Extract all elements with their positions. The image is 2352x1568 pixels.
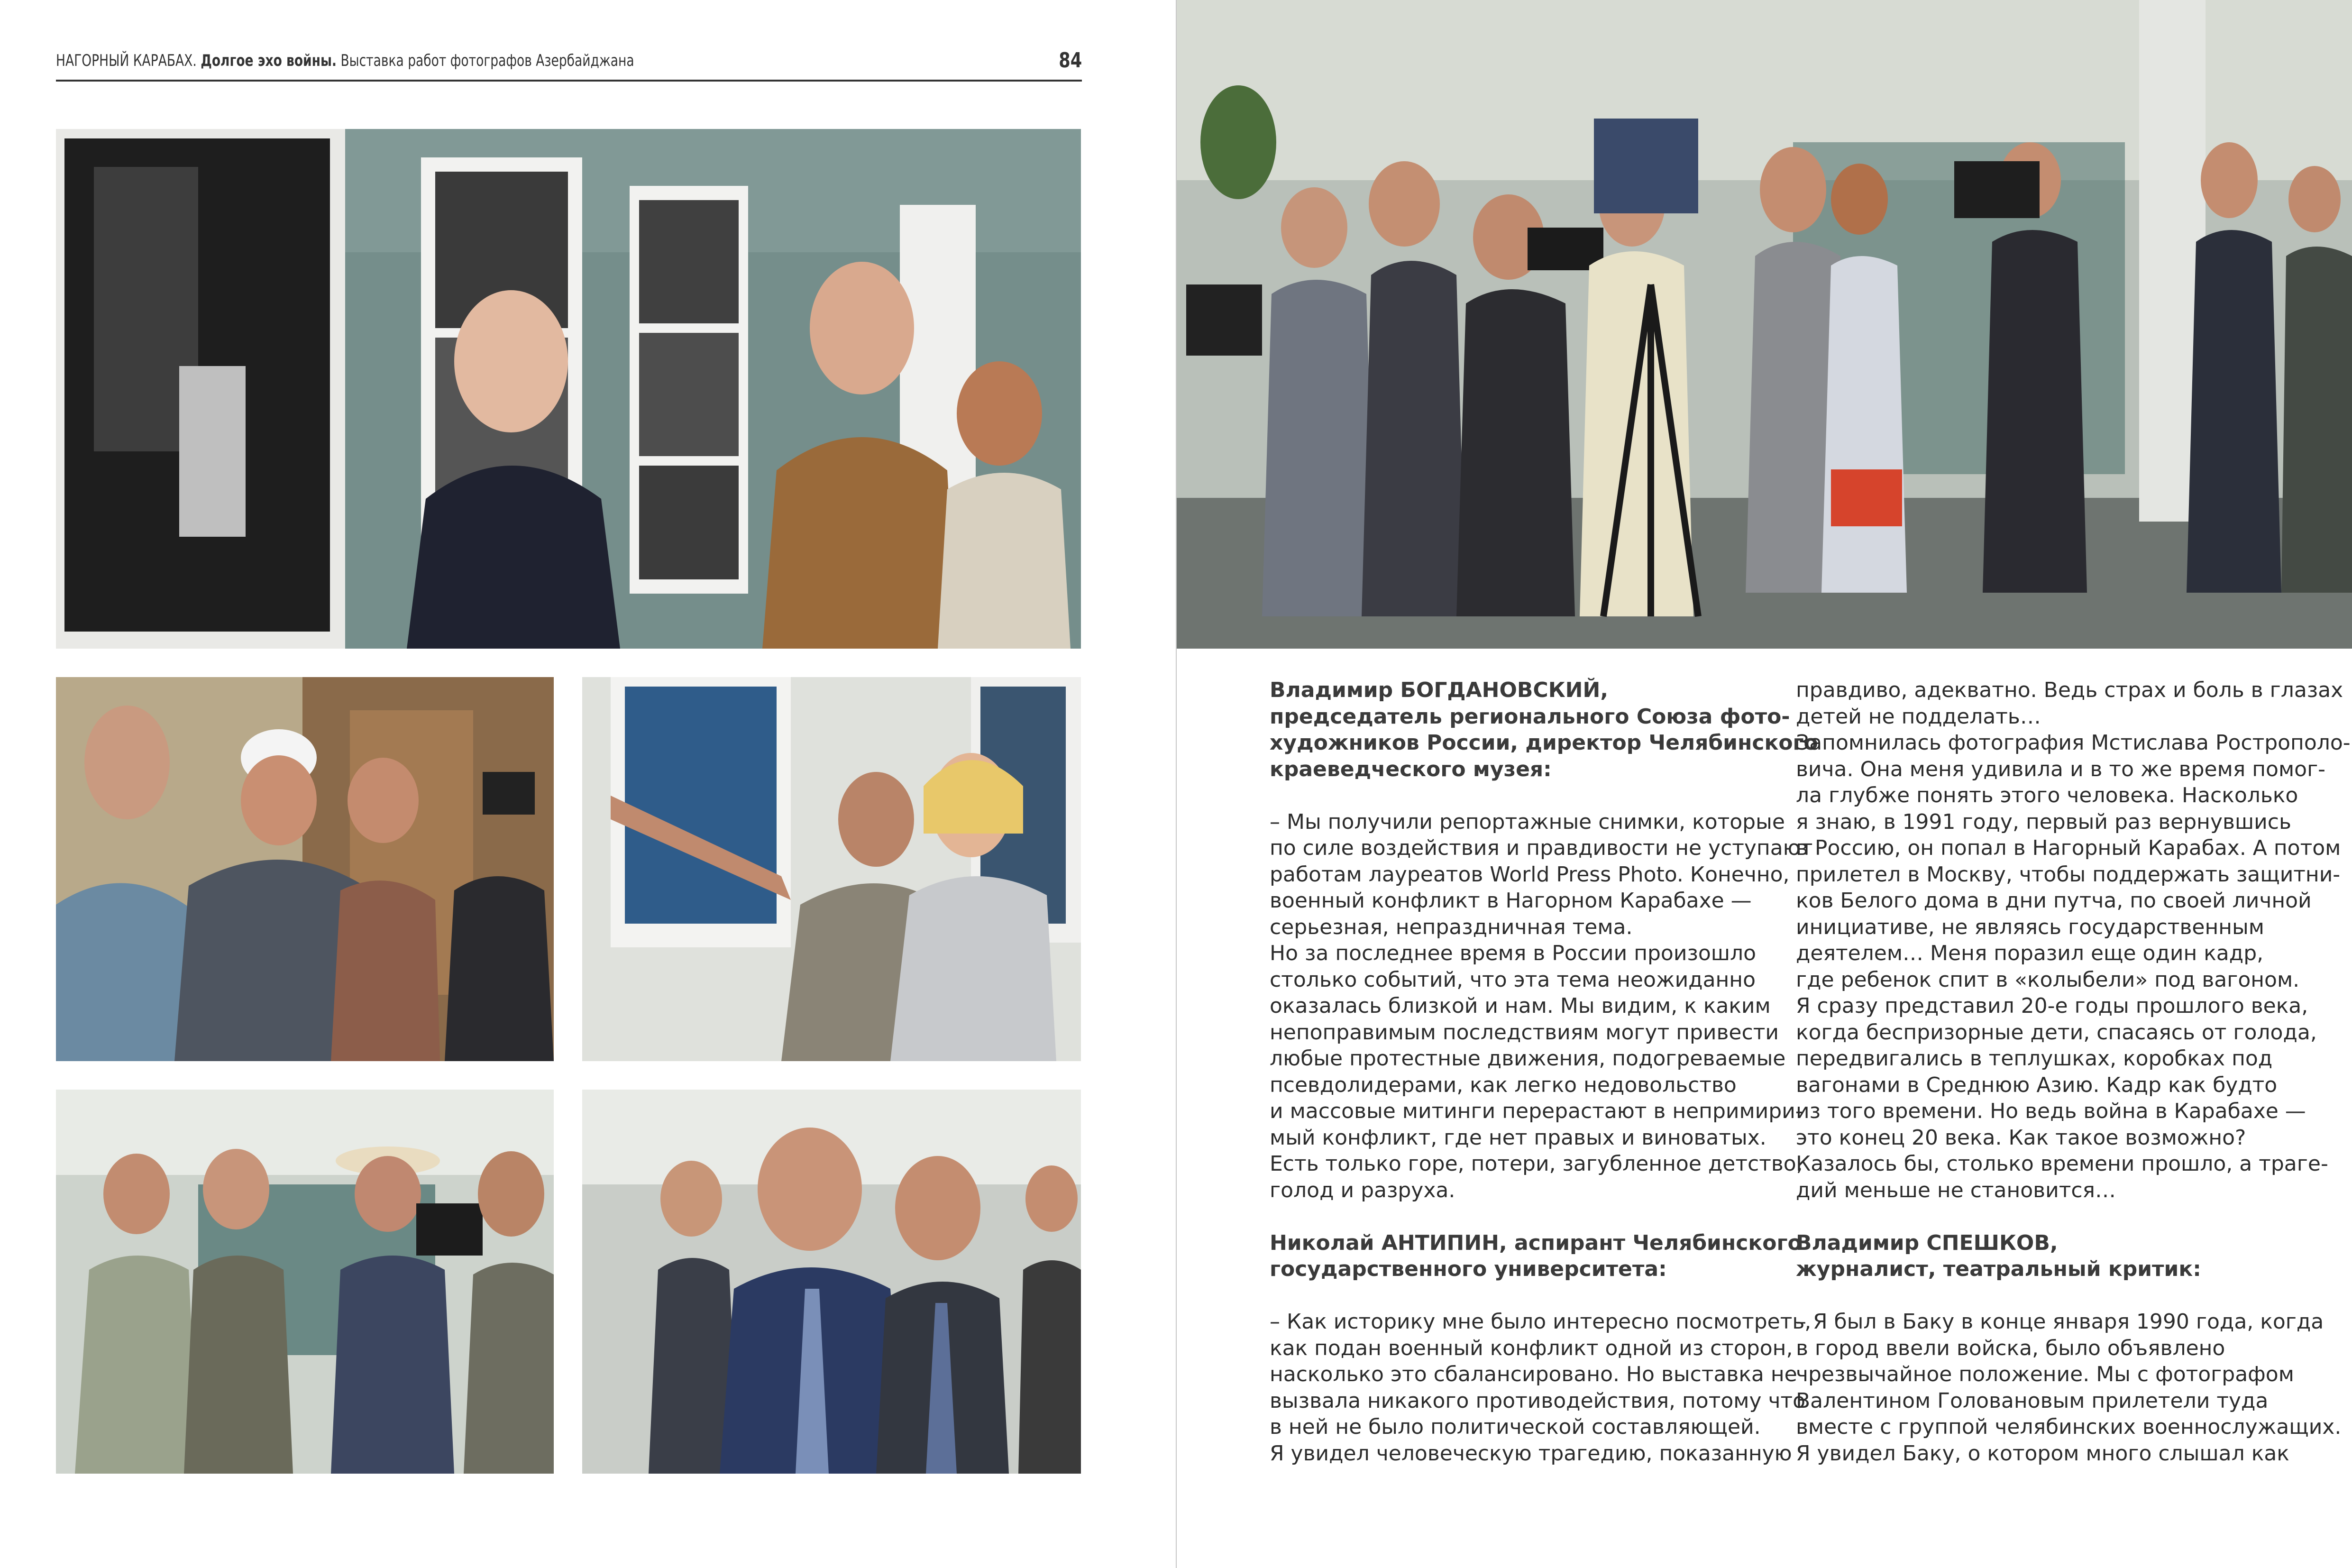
text-line: работам лауреатов World Press Photo. Конечно, <box>1270 862 1790 887</box>
text-line: я знаю, в 1991 году, первый раз вернувшись <box>1796 809 2291 834</box>
text-line: вместе с группой челябинских военнослужащих. <box>1796 1415 2342 1439</box>
photo-women-pointing <box>582 677 1081 1061</box>
text-line: непоправимым последствиям могут привести <box>1270 1020 1779 1045</box>
speaker3-heading <box>1796 1230 2298 1283</box>
text-line: голод и разруха. <box>1270 1178 1455 1202</box>
text-line: это конец 20 века. Как такое возможно? <box>1796 1125 2246 1150</box>
speaker2-heading <box>1270 1230 1802 1283</box>
speaker1-heading-line: председатель регионального Союза фото- <box>1270 704 1790 729</box>
page-number: 84 <box>1059 48 1082 73</box>
photo-men-in-suits <box>582 1090 1081 1474</box>
speaker3-heading-line: Владимир СПЕШКОВ, <box>1796 1230 2058 1255</box>
text-line: Запомнилась фотография Мстислава Рострополо- <box>1796 731 2351 755</box>
text-line: дий меньше не становится… <box>1796 1178 2116 1202</box>
running-head-part2: Долгое эхо войны. <box>201 51 337 70</box>
text-line: из того времени. Но ведь война в Карабахе — <box>1796 1099 2306 1123</box>
text-line: по силе воздействия и правдивости не уступают <box>1270 836 1813 860</box>
photo-man-white-cap <box>56 677 554 1061</box>
text-line: военный конфликт в Нагорном Карабахе — <box>1270 889 1752 913</box>
text-line: насколько это сбалансировано. Но выставка не <box>1270 1362 1797 1386</box>
photo-press-crowd <box>1177 0 2352 649</box>
text-line: в ней не было политической составляющей. <box>1270 1415 1761 1439</box>
text-line: – Мы получили репортажные снимки, которые <box>1270 809 1785 834</box>
article-column-left <box>1270 677 1818 1467</box>
text-line: вагонами в Среднюю Азию. Кадр как будто <box>1796 1073 2278 1097</box>
speaker1-heading-line: художников России, директор Челябинского <box>1270 731 1818 755</box>
text-line: инициативе, не являясь государственным <box>1796 915 2264 939</box>
text-line: где ребенок спит в «колыбели» под вагоном. <box>1796 967 2300 992</box>
speaker3-heading-line: журналист, театральный критик: <box>1796 1257 2201 1281</box>
article-column-right <box>1796 677 2351 1467</box>
text-line: ла глубже понять этого человека. Насколько <box>1796 783 2298 807</box>
text-line: в город ввели войска, было объявлено <box>1796 1336 2225 1360</box>
text-line: как подан военный конфликт одной из сторон, <box>1270 1336 1793 1360</box>
text-line: чрезвычайное положение. Мы с фотографом <box>1796 1362 2294 1386</box>
text-line: ков Белого дома в дни путча, по своей личной <box>1796 889 2312 913</box>
speaker1-quote <box>1270 809 1813 1204</box>
running-head-part1: НАГОРНЫЙ КАРАБАХ. <box>56 51 197 70</box>
text-line: Есть только горе, потери, загубленное детство, <box>1270 1152 1803 1176</box>
speaker2-heading-line: Николай АНТИПИН, аспирант Челябинского <box>1270 1230 1802 1255</box>
text-line: оказалась близкой и нам. Мы видим, к каким <box>1270 994 1771 1018</box>
text-line: столько событий, что эта тема неожиданно <box>1270 967 1756 992</box>
speaker2-heading-line: государственного университета: <box>1270 1257 1667 1281</box>
text-line: Я сразу представил 20-е годы прошлого века, <box>1796 994 2308 1018</box>
speaker2-quote-continued <box>1796 677 2351 1203</box>
text-line: передвигались в теплушках, коробках под <box>1796 1046 2273 1071</box>
text-line: псевдолидерами, как легко недовольство <box>1270 1073 1737 1097</box>
text-line: и массовые митинги перерастают в непримири- <box>1270 1099 1803 1123</box>
text-line: Казалось бы, столько времени прошло, а траге- <box>1796 1152 2328 1176</box>
text-line: вызвала никакого противодействия, потому что <box>1270 1388 1806 1413</box>
text-line: Я увидел человеческую трагедию, показанную <box>1270 1441 1792 1466</box>
text-line: мый конфликт, где нет правых и виноватых. <box>1270 1125 1766 1150</box>
text-line: в Россию, он попал в Нагорный Карабах. А потом <box>1796 836 2341 860</box>
text-line: правдиво, адекватно. Ведь страх и боль в глазах <box>1796 678 2343 702</box>
text-line: любые протестные движения, подогреваемые <box>1270 1046 1786 1071</box>
text-line: деятелем… Меня поразил еще один кадр, <box>1796 941 2264 965</box>
photo-photographers-visitors <box>56 1090 554 1474</box>
text-line: детей не подделать… <box>1796 704 2041 729</box>
speaker1-heading-line: краеведческого музея: <box>1270 757 1552 781</box>
running-head-title <box>56 51 634 70</box>
text-line: когда беспризорные дети, спасаясь от голода, <box>1796 1020 2317 1045</box>
text-line: Я увидел Баку, о котором много слышал как <box>1796 1441 2289 1466</box>
text-line: серьезная, непраздничная тема. <box>1270 915 1633 939</box>
photo-exhibition-visitors <box>56 129 1081 649</box>
speaker1-heading <box>1270 677 1818 782</box>
speaker1-heading-line: Владимир БОГДАНОВСКИЙ, <box>1270 678 1609 702</box>
running-head-part3: Выставка работ фотографов Азербайджана <box>340 51 634 70</box>
text-line: Но за последнее время в России произошло <box>1270 941 1757 965</box>
text-line: Валентином Головановым прилетели туда <box>1796 1388 2269 1413</box>
text-line: – Я был в Баку в конце января 1990 года, когда <box>1796 1310 2324 1334</box>
speaker2-quote <box>1270 1309 1812 1467</box>
speaker3-quote <box>1796 1309 2342 1467</box>
text-line: прилетел в Москву, чтобы поддержать защитни- <box>1796 862 2341 887</box>
text-line: вича. Она меня удивила и в то же время помог- <box>1796 757 2326 781</box>
text-line: – Как историку мне было интересно посмотреть, <box>1270 1310 1812 1334</box>
running-head <box>56 48 1082 82</box>
